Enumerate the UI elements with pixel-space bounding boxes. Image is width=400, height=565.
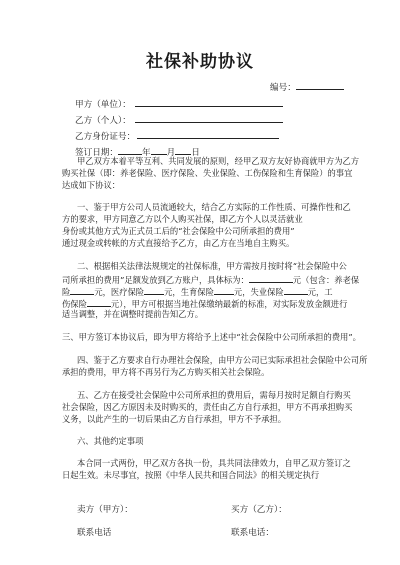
year-label: 年 [141, 148, 151, 158]
month-label: 月 [166, 148, 176, 158]
document-title: 社保补助协议 [146, 52, 254, 72]
clause2-line-4-text: ，甲方可根据当地社保缴纳最新的标准，对实际发放金额进行 [123, 299, 348, 309]
day-blank[interactable] [175, 145, 191, 155]
party-a-field [75, 97, 283, 111]
clause3-line: 三、甲方签订本协议后，即为甲方将给予上述中“社会保险中公司所承担的费用”。 [62, 332, 361, 342]
sign-date-label: 签订日期： [75, 148, 118, 158]
injury-unit: 元） [110, 299, 124, 309]
maternity-blank[interactable] [214, 285, 234, 295]
clause2-line-1: 二、根据相关法律法规规定的社保标准，甲方需按月按时将“社会保险中公 [77, 261, 347, 271]
seller-signature-label: 卖方（甲方）： [77, 505, 133, 515]
clause2-line-5: 适当调整，并在调整时提前告知乙方。 [62, 309, 204, 319]
clause4-line-2: 承担的费用，甲方将不再另行为乙方购买相关社会保险。 [62, 367, 270, 377]
medical-blank[interactable] [144, 285, 164, 295]
injury-blank[interactable] [87, 297, 111, 307]
party-b-blank[interactable] [135, 113, 283, 123]
clause5-line-2: 社会保险，因乙方原因未及时购买的，责任由乙方自行承担，甲方不再承担购买 [62, 402, 353, 412]
id-number-blank[interactable] [137, 129, 279, 139]
closing-line-1: 本合同一式两份，甲乙双方各执一份，具共同法律效力，自甲乙双方签订之 [77, 458, 351, 468]
buyer-phone-label: 联系电话： [231, 528, 274, 538]
intro-line-3: 达成如下协议： [62, 180, 121, 190]
clause4-line-1: 四、鉴于乙方要求自行办理社会保险，由甲方公司已实际承担社会保险中公司所 [77, 355, 368, 365]
intro-line-2: 购买社保（即：养老保险、医疗保险、失业保险、工伤保险和生育保险）的事宜 [62, 168, 353, 178]
id-number-field [75, 129, 279, 143]
year-blank[interactable] [118, 145, 142, 155]
clause1-line-3: 身份或其他方式为正式员工后的“社会保险中公司所承担的费用” [62, 226, 295, 236]
unemployment-label: 元，失业保险 [233, 287, 284, 297]
pension-blank[interactable] [70, 285, 94, 295]
number-field [270, 80, 344, 94]
party-a-blank[interactable] [135, 97, 283, 107]
month-blank[interactable] [151, 145, 167, 155]
clause2-line-2-unit: 元（包含：养老保 [292, 275, 360, 285]
id-number-label: 乙方身份证号： [75, 132, 136, 142]
injury-label: 伤保险 [62, 299, 87, 309]
injury-prefix: 元，工 [307, 287, 333, 297]
seller-phone-label: 联系电话 [77, 528, 112, 538]
party-a-label: 甲方（单位）： [75, 100, 131, 110]
unemployment-blank[interactable] [284, 285, 308, 295]
clause1-line-4: 通过现金或转帐的方式直接给予乙方，由乙方在当地自主购买。 [62, 238, 295, 248]
clause5-line-3: 义务，以此产生的一切后果由乙方自行承担，甲方不予承担。 [62, 414, 287, 424]
buyer-signature-label: 买方（乙方）： [231, 505, 287, 515]
total-amount-blank[interactable] [249, 273, 293, 283]
clause2-line-2-text: 司所承担的费用”足额发放到乙方账户，具体标为： [62, 275, 249, 285]
closing-line-2: 日起生效。未尽事宜，按照《中华人民共和国合同法》的相关规定执行 [62, 470, 320, 480]
maternity-label: 元，生育保险 [164, 287, 214, 297]
clause1-line-1: 一、鉴于甲方公司人员流通较大，结合乙方实际的工作性质、可操作性和乙 [77, 202, 351, 212]
pension-label: 险 [62, 287, 71, 297]
day-label: 日 [191, 148, 200, 158]
number-blank[interactable] [296, 80, 344, 90]
intro-line-1: 甲乙双方本着平等互利、共同发展的原则，经甲乙双方友好协商就甲方为乙方 [77, 156, 360, 166]
clause1-line-2: 方的要求，甲方同意乙方以个人购买社保，即乙方个人以灵活就业 [62, 214, 303, 224]
clause5-line-1: 五、乙方在接受社会保险中公司所承担的费用后，需每月按时足额自行购买 [77, 390, 351, 400]
party-b-label: 乙方（个人）： [75, 116, 131, 126]
party-b-field [75, 113, 283, 127]
number-label: 编号： [270, 83, 296, 93]
clause6-line: 六、其他约定事项 [77, 436, 144, 446]
medical-label: 元，医疗保险 [94, 287, 145, 297]
